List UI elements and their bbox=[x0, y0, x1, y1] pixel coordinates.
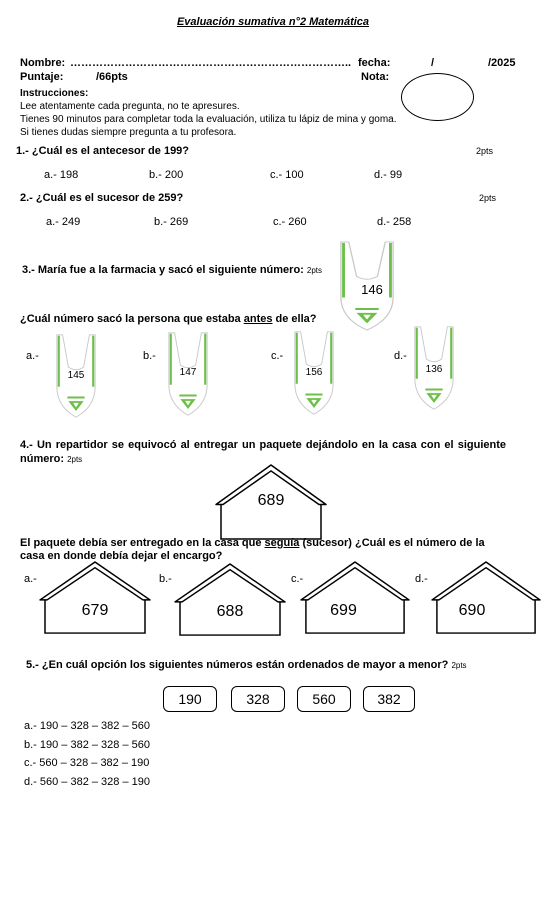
question-4 bbox=[20, 438, 506, 467]
nota-oval bbox=[401, 73, 474, 121]
question-3-points: 2pts bbox=[306, 266, 323, 275]
q4-option-a-letter[interactable]: a.- bbox=[24, 573, 37, 585]
instruction-line: Tienes 90 minutos para completar toda la evaluación, utiliza tu lápiz de mina y goma. bbox=[20, 114, 397, 125]
fecha-year: /2025 bbox=[488, 57, 516, 69]
q2-option-d[interactable]: d.- 258 bbox=[377, 216, 412, 228]
number-box: 190 bbox=[163, 686, 217, 712]
sub-text-end: de ella? bbox=[272, 313, 317, 325]
question-1-points: 2pts bbox=[476, 146, 494, 156]
q3-option-a-number: 145 bbox=[67, 370, 85, 381]
q1-option-b[interactable]: b.- 200 bbox=[149, 169, 184, 181]
q4-option-a-house[interactable] bbox=[40, 562, 150, 634]
q3-option-b-number: 147 bbox=[179, 367, 197, 378]
instruction-line: Lee atentamente cada pregunta, no te apresures. bbox=[20, 101, 240, 112]
q5-option-a[interactable]: a.- 190 – 328 – 382 – 560 bbox=[24, 720, 150, 732]
q5-option-c[interactable]: c.- 560 – 328 – 382 – 190 bbox=[24, 757, 150, 769]
puntaje-label: Puntaje: bbox=[20, 71, 64, 83]
q4-option-d-house[interactable] bbox=[432, 562, 540, 634]
instruction-line: Si tienes dudas siempre pregunta a tu profesora. bbox=[20, 127, 237, 138]
q4-option-c-number: 699 bbox=[330, 602, 357, 619]
q5-option-b[interactable]: b.- 190 – 382 – 328 – 560 bbox=[24, 739, 150, 751]
fecha-label: fecha: bbox=[358, 57, 391, 69]
q5-option-d[interactable]: d.- 560 – 382 – 328 – 190 bbox=[24, 776, 150, 788]
q3-option-b-letter[interactable]: b.- bbox=[143, 350, 156, 362]
nombre-field[interactable]: ………………………………………………………………….. bbox=[70, 57, 352, 69]
question-3-sub bbox=[20, 313, 317, 325]
para-underlined: seguía bbox=[264, 537, 300, 549]
ticket-main-number: 146 bbox=[361, 282, 383, 297]
question-5 bbox=[26, 659, 467, 671]
q4-option-b-number: 688 bbox=[216, 603, 244, 620]
q2-option-a[interactable]: a.- 249 bbox=[46, 216, 81, 228]
q3-option-c-number: 156 bbox=[305, 367, 323, 378]
number-box: 328 bbox=[231, 686, 285, 712]
question-1: 1.- ¿Cuál es el antecesor de 199? bbox=[16, 145, 190, 157]
para-text: El paquete debía ser entregado en la casa que bbox=[20, 537, 265, 549]
q3-option-d-number: 136 bbox=[425, 364, 443, 375]
q1-option-a[interactable]: a.- 198 bbox=[44, 169, 79, 181]
q1-option-d[interactable]: d.- 99 bbox=[374, 169, 403, 181]
q2-option-b[interactable]: b.- 269 bbox=[154, 216, 189, 228]
instructions-heading: Instrucciones: bbox=[20, 88, 89, 99]
q4-option-d-number: 690 bbox=[458, 602, 486, 619]
question-2-points: 2pts bbox=[479, 193, 497, 203]
question-5-text: 5.- ¿En cuál opción los siguientes números están ordenados de mayor a menor? bbox=[26, 659, 449, 671]
question-3 bbox=[22, 264, 322, 276]
fecha-separator: / bbox=[431, 57, 435, 69]
question-4-paragraph bbox=[20, 537, 510, 563]
number-box: 560 bbox=[297, 686, 351, 712]
puntaje-value: /66pts bbox=[96, 71, 128, 83]
question-5-points: 2pts bbox=[451, 661, 467, 670]
q4-option-b-house[interactable] bbox=[175, 564, 285, 636]
question-2: 2.- ¿Cuál es el sucesor de 259? bbox=[20, 192, 184, 204]
nombre-label: Nombre: bbox=[20, 57, 66, 69]
sub-text: ¿Cuál número sacó la persona que estaba bbox=[20, 313, 244, 325]
q3-option-c-letter[interactable]: c.- bbox=[271, 350, 284, 362]
q1-option-c[interactable]: c.- 100 bbox=[270, 169, 304, 181]
q4-option-b-letter[interactable]: b.- bbox=[159, 573, 172, 585]
q4-option-c-house[interactable] bbox=[301, 562, 409, 634]
q4-option-a-number: 679 bbox=[81, 602, 109, 619]
question-4-text: 4.- Un repartidor se equivocó al entregar un paquete dejándolo en la casa con el siguiente número: bbox=[20, 439, 506, 465]
para-text-end: (sucesor) ¿Cuál es el número de la casa en donde debía dejar el encargo? bbox=[20, 537, 485, 562]
number-box: 382 bbox=[363, 686, 415, 712]
q3-option-d-letter[interactable]: d.- bbox=[394, 350, 407, 362]
page-title: Evaluación sumativa n°2 Matemática bbox=[176, 16, 370, 28]
q4-option-d-letter[interactable]: d.- bbox=[415, 573, 428, 585]
question-3-text: 3.- María fue a la farmacia y sacó el siguiente número: bbox=[22, 264, 304, 276]
q4-option-c-letter[interactable]: c.- bbox=[291, 573, 304, 585]
q3-option-a-letter[interactable]: a.- bbox=[26, 350, 39, 362]
question-4-points: 2pts bbox=[67, 455, 83, 464]
q2-option-c[interactable]: c.- 260 bbox=[273, 216, 307, 228]
house-main-number: 689 bbox=[257, 492, 285, 509]
sub-underlined: antes bbox=[243, 313, 273, 325]
nota-label: Nota: bbox=[361, 71, 390, 83]
